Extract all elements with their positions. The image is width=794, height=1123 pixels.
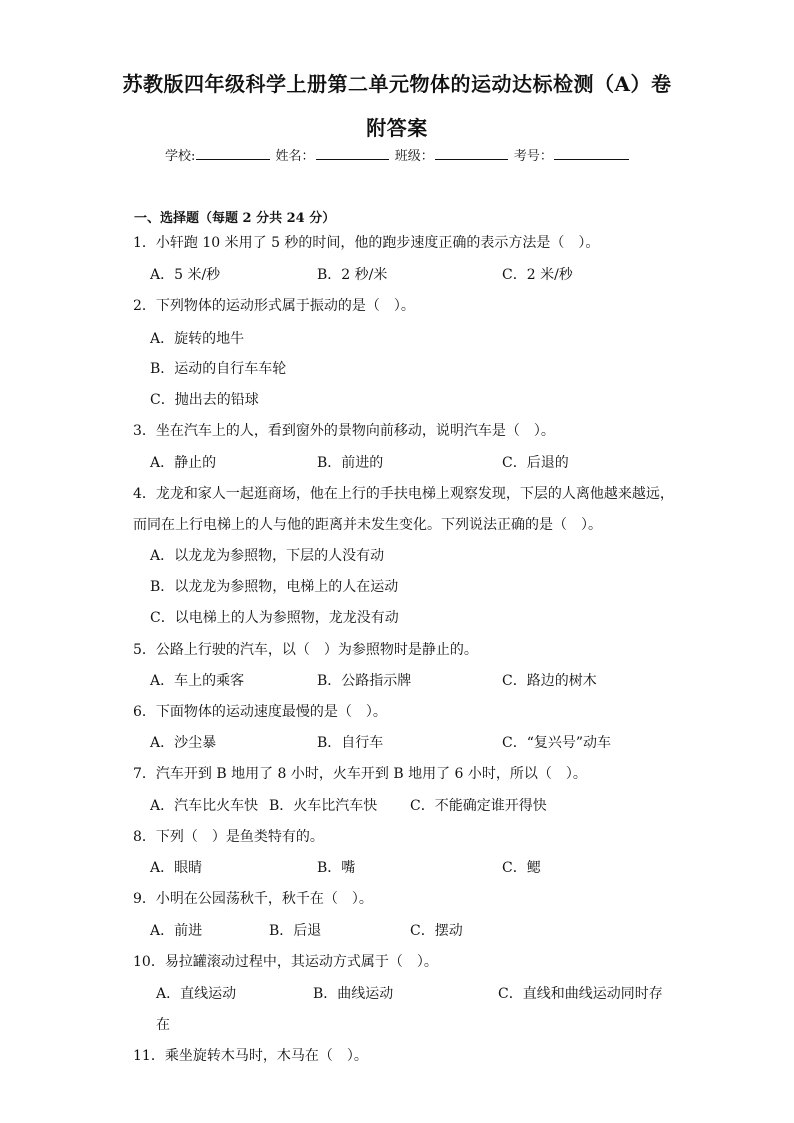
question-4-option-c[interactable]: C．以电梯上的人为参照物，龙龙没有动 [150,610,399,626]
question-7-option-a[interactable]: A．汽车比火车快 [150,798,259,814]
question-4-option-a[interactable]: A．以龙龙为参照物，下层的人没有动 [150,548,385,564]
exam-title-line2: 附答案 [366,116,428,140]
question-4-line-2: 而同在上行电梯上的人与他的距离并未发生变化。下列说法正确的是（ ）。 [133,517,602,533]
question-3-option-b[interactable]: B．前进的 [317,455,384,471]
question-11: 11．乘坐旋转木马时，木马在（ ）。 [133,1048,368,1064]
question-5: 5．公路上行驶的汽车，以（ ）为参照物时是静止的。 [133,642,478,658]
question-6-option-b[interactable]: B．自行车 [317,735,384,751]
question-6-option-a[interactable]: A．沙尘暴 [150,735,217,751]
exam-number-label: 考号： [513,149,553,164]
question-7-option-c[interactable]: C．不能确定谁开得快 [410,798,547,814]
student-info-row [165,145,635,164]
question-7-option-b[interactable]: B．火车比汽车快 [269,798,378,814]
question-10-option-b[interactable]: B．曲线运动 [313,986,394,1002]
question-6-option-c[interactable]: C．“复兴号”动车 [502,735,612,751]
question-10-option-a[interactable]: A．直线运动 [156,986,237,1002]
question-8-option-c[interactable]: C．鳃 [502,860,541,876]
question-5-option-b[interactable]: B．公路指示牌 [317,673,412,689]
exam-number-blank[interactable] [554,145,629,160]
question-5-option-a[interactable]: A．车上的乘客 [150,673,245,689]
question-3-option-a[interactable]: A．静止的 [150,455,217,471]
question-4-line-1: 4．龙龙和家人一起逛商场，他在上行的手扶电梯上观察发现，下层的人离他越来越远， [133,486,674,502]
question-6: 6．下面物体的运动速度最慢的是（ ）。 [133,704,387,720]
question-3-option-c[interactable]: C．后退的 [502,455,569,471]
question-4-option-b[interactable]: B．以龙龙为参照物，电梯上的人在运动 [150,579,399,595]
question-1-option-b[interactable]: B．2 秒/米 [317,267,388,283]
question-1: 1．小轩跑 10 米用了 5 秒的时间，他的跑步速度正确的表示方法是（ ）。 [133,235,600,251]
question-9-option-c[interactable]: C．摆动 [410,923,463,939]
question-2-option-c[interactable]: C．抛出去的铅球 [150,392,259,408]
question-2: 2．下列物体的运动形式属于振动的是（ ）。 [133,298,415,314]
question-10-option-c[interactable]: C．直线和曲线运动同时存 [498,986,663,1002]
question-3: 3．坐在汽车上的人，看到窗外的景物向前移动，说明汽车是（ ）。 [133,423,555,439]
name-label: 姓名： [275,149,315,164]
section-heading: 一、选择题（每题 2 分共 24 分） [134,211,336,226]
school-blank[interactable] [196,145,269,160]
question-10-option-c-wrap: 在 [156,1017,170,1033]
question-2-option-b[interactable]: B．运动的自行车车轮 [150,361,287,377]
question-8: 8．下列（ ）是鱼类特有的。 [133,829,324,845]
question-9: 9．小明在公园荡秋千，秋千在（ ）。 [133,891,373,907]
class-blank[interactable] [435,145,508,160]
question-2-option-a[interactable]: A．旋转的地牛 [150,331,245,347]
question-7: 7．汽车开到 B 地用了 8 小时，火车开到 B 地用了 6 小时，所以（ ）。 [133,766,587,782]
question-9-option-a[interactable]: A．前进 [150,923,203,939]
class-label: 班级： [394,149,434,164]
question-8-option-a[interactable]: A．眼睛 [150,860,203,876]
exam-title: 苏教版四年级科学上册第二单元物体的运动达标检测（A）卷 [122,72,672,96]
question-10: 10．易拉罐滚动过程中，其运动方式属于（ ）。 [133,954,438,970]
question-1-option-c[interactable]: C．2 米/秒 [502,267,573,283]
question-8-option-b[interactable]: B．嘴 [317,860,356,876]
question-9-option-b[interactable]: B．后退 [269,923,322,939]
school-label: 学校: [165,149,196,164]
question-1-option-a[interactable]: A．5 米/秒 [150,267,221,283]
name-blank[interactable] [316,145,389,160]
question-5-option-c[interactable]: C．路边的树木 [502,673,597,689]
